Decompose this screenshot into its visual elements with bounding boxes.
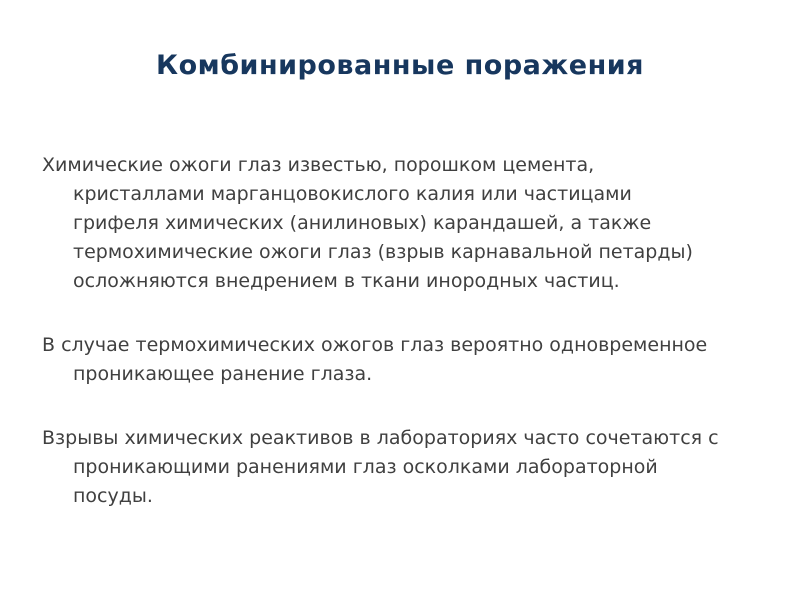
paragraph-chemical-burns: Химические ожоги глаз известью, порошком цемента, кристаллами марганцовокислого калия или частицами грифеля химических (анилиновых) карандашей, а также термохимические ожоги глаз (взрыв карнавальной петарды) осложняются внедрением в ткани инородных частиц. [42, 154, 693, 292]
slide-title: Комбинированные поражения [156, 50, 644, 81]
slide-body [42, 151, 722, 511]
paragraph-thermochemical-burns: В случае термохимических ожогов глаз вероятно одновременное проникающее ранение глаза. [42, 334, 708, 385]
paragraph-lab-explosions: Взрывы химических реактивов в лабораториях часто сочетаются с проникающими ранениями глаз осколками лабораторной посуды. [42, 427, 719, 507]
